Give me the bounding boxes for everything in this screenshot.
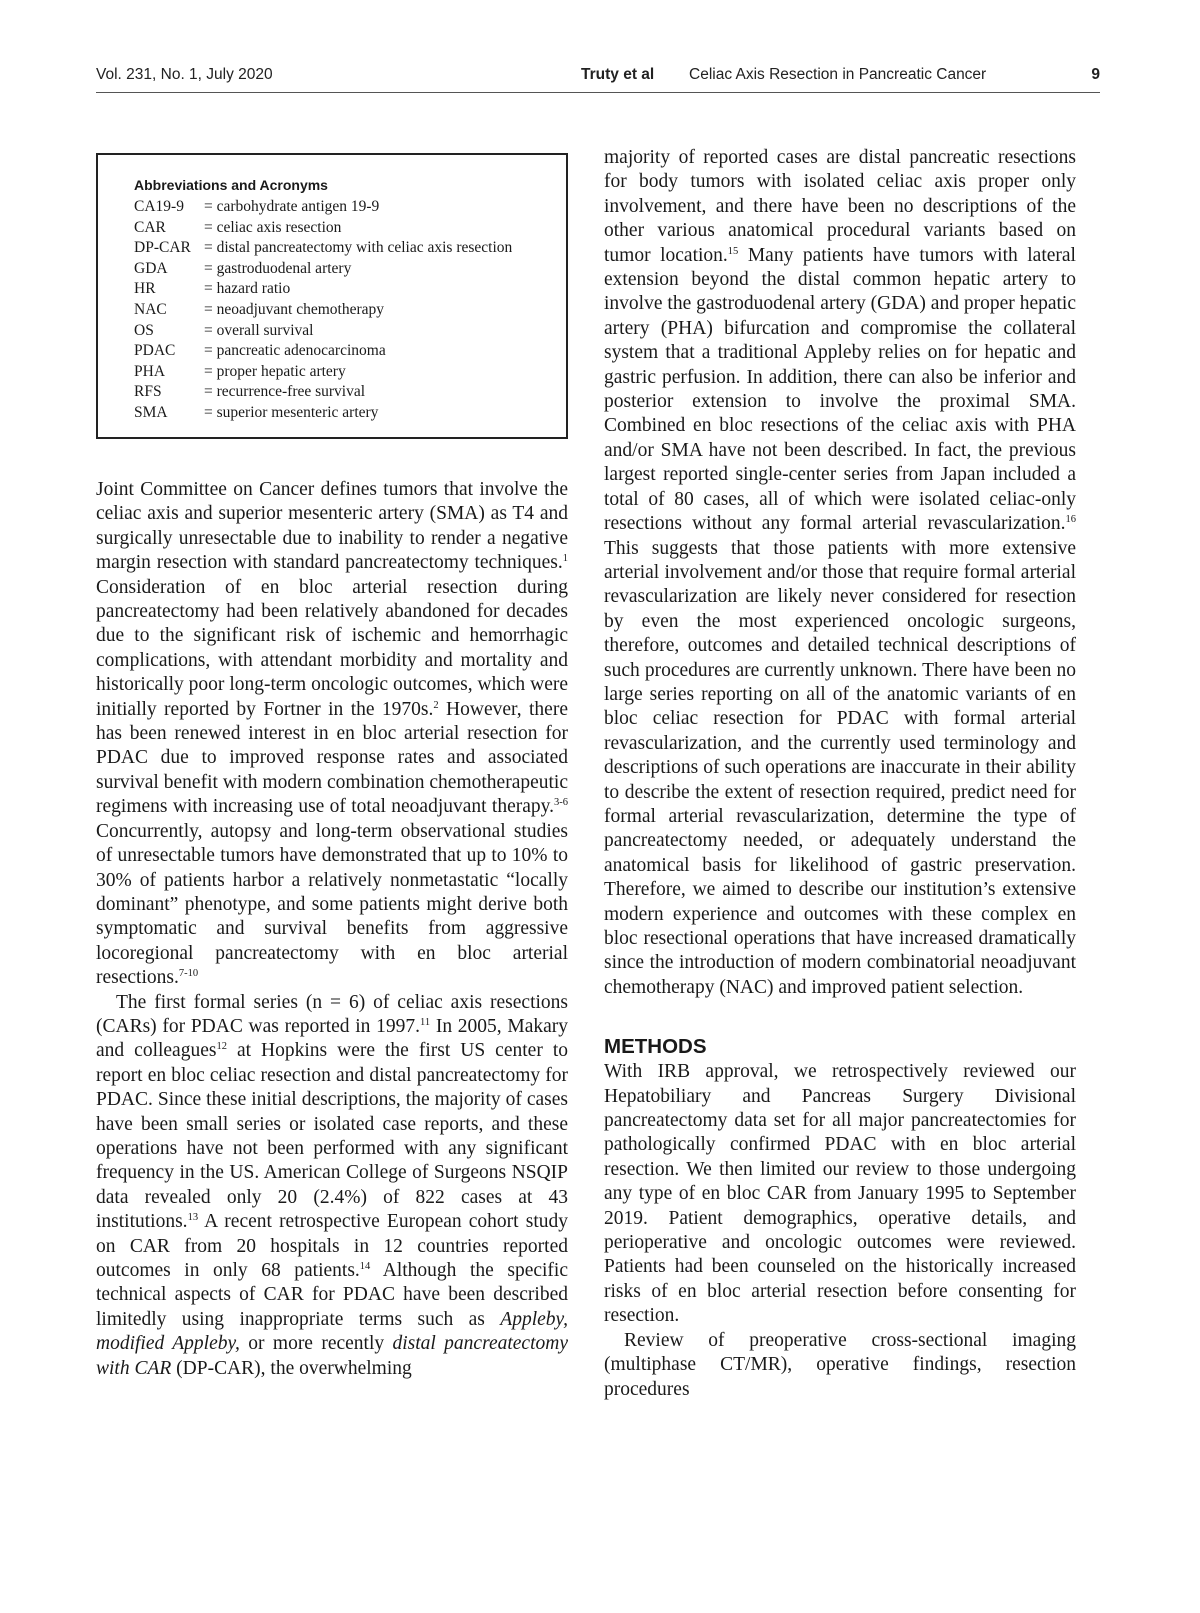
body-text: majority of reported cases are distal pancreatic resections for body tumors with isolated celiac axis proper only involvement, and there have been no descriptions of the other various anatomical procedural variants based on tumor location. bbox=[604, 147, 1076, 266]
running-title: Celiac Axis Resection in Pancreatic Cancer bbox=[689, 66, 987, 83]
right-column bbox=[604, 146, 1076, 1402]
abbreviation-definition: = pancreatic adenocarcinoma bbox=[204, 342, 386, 360]
body-text: Although the specific technical aspects of CAR for PDAC have been described limitedly using inappropriate terms such as bbox=[96, 1260, 568, 1330]
running-header bbox=[96, 66, 1100, 90]
citation: 16 bbox=[1065, 514, 1076, 526]
body-text: In 2005, Makary and colleagues bbox=[96, 1015, 569, 1062]
methods-heading: METHODS bbox=[604, 1035, 707, 1059]
abbreviation-definition: = overall survival bbox=[204, 321, 314, 339]
abbreviation-definition: = distal pancreatectomy with celiac axis resection bbox=[204, 239, 513, 257]
abbreviation-term: GDA bbox=[134, 259, 168, 277]
methods-paragraph: With IRB approval, we retrospectively reviewed our Hepatobiliary and Pancreas Surgery Divisional pancreatectomy data set for all major pancreatectomies for pathologically confirmed PDAC with en bloc arterial resection. We then limited our review to those undergoing any type of en bloc CAR from January 1995 to September 2019. Patient demographics, operative details, and perioperative and oncologic outcomes were reviewed. Patients had been counseled on the historically increased risks of en bloc arterial resection before consenting for resection. bbox=[604, 1061, 1076, 1327]
abbreviation-definition: = carbohydrate antigen 19-9 bbox=[204, 198, 380, 215]
body-text: at Hopkins were the first US center to report en bloc celiac resection and distal pancreatectomy for PDAC. Since these initial descriptions, the majority of cases have been small series or isolated case reports, and these operations have not been performed with any significant frequency in the US. American College of Surgeons NSQIP data revealed only 20 (2.4%) of 822 cases at 43 institutions. bbox=[96, 1040, 568, 1233]
citation: 3-6 bbox=[554, 797, 568, 809]
citation: 7-10 bbox=[178, 968, 199, 980]
abbreviation-term: HR bbox=[134, 280, 156, 298]
running-authors: Truty et al bbox=[581, 66, 655, 83]
abbreviation-term: RFS bbox=[134, 383, 162, 401]
citation: 14 bbox=[359, 1261, 371, 1273]
left-column bbox=[96, 478, 568, 1381]
body-text: This suggests that those patients with more extensive arterial involvement and/or those that require formal arterial revascularization are likely never considered for resection by even the most experienced oncologic surgeons, therefore, outcomes and detailed technical descriptions of such procedures are currently unknown. There have been no large series reporting on all of the anatomic variants of en bloc celiac resection for PDAC with formal arterial revascularization, and the currently used terminology and descriptions of such operations are inaccurate in their ability to describe the extent of resection required, predict need for formal arterial revascularization, determine the type of pancreatectomy needed, or adequately understand the anatomical basis for likelihood of gastric preservation. Therefore, we aimed to describe our institution’s extensive modern experience and outcomes with these complex en bloc resectional operations that have increased dramatically since the introduction of modern combinatorial neoadjuvant chemotherapy (NAC) and improved patient selection. bbox=[604, 537, 1076, 998]
abbreviation-term: CA19-9 bbox=[134, 198, 184, 215]
abbreviation-definition: = neoadjuvant chemotherapy bbox=[204, 300, 385, 318]
abbreviation-term: PHA bbox=[134, 362, 166, 380]
abbreviations-title: Abbreviations and Acronyms bbox=[134, 177, 328, 193]
body-text: The first formal series (n = 6) of celiac axis resections (CARs) for PDAC was reported in 1997. bbox=[96, 991, 568, 1037]
header-rule bbox=[96, 92, 1100, 93]
journal-citation: Vol. 231, No. 1, July 2020 bbox=[96, 66, 273, 83]
body-text: A recent retrospective European cohort study on CAR from 20 hospitals in 12 countries reported outcomes in only 68 patients. bbox=[96, 1211, 568, 1281]
citation: 1 bbox=[562, 553, 568, 565]
abbreviation-definition: = superior mesenteric artery bbox=[204, 403, 379, 421]
body-paragraph-continued bbox=[604, 146, 1076, 1000]
abbreviation-definition: = gastroduodenal artery bbox=[204, 259, 352, 277]
body-text: (DP-CAR), the overwhelming bbox=[171, 1357, 412, 1379]
abbreviation-term: OS bbox=[134, 321, 154, 339]
abbreviation-term: SMA bbox=[134, 403, 168, 421]
body-text: Consideration of en bloc arterial resection during pancreatectomy had been relatively abandoned for decades due to the significant risk of ischemic and hemorrhagic complications, with attendant morbidity and mortality and historically poor long-term oncologic outcomes, which were initially reported by Fortner in the 1970s. bbox=[96, 576, 568, 720]
abbreviation-definition: = celiac axis resection bbox=[204, 218, 342, 236]
body-text: Concurrently, autopsy and long-term observational studies of unresectable tumors have demonstrated that up to 10% to 30% of patients harbor a relatively nonmetastatic “locally dominant” phenotype, and some patients might derive both symptomatic and survival benefits from aggressive locoregional pancreatectomy with en bloc arterial resections. bbox=[96, 820, 568, 989]
abbreviation-term: PDAC bbox=[134, 342, 176, 360]
citation: 2 bbox=[433, 699, 439, 711]
abbreviation-term: NAC bbox=[134, 300, 167, 318]
citation: 11 bbox=[420, 1017, 431, 1029]
methods-paragraph: Review of preoperative cross-sectional imaging (multiphase CT/MR), operative findings, resection procedures bbox=[604, 1329, 1076, 1400]
abbreviation-definition: = recurrence-free survival bbox=[204, 383, 366, 401]
page-number: 9 bbox=[1091, 66, 1100, 83]
abbreviation-term: CAR bbox=[134, 218, 166, 236]
italic-term: Appleby, modified Appleby, bbox=[96, 1308, 568, 1355]
body-text: Joint Committee on Cancer defines tumors that involve the celiac axis and superior mesenteric artery (SMA) as T4 and surgically unresectable due to inability to render a negative margin resection with standard pancreatectomy techniques. bbox=[96, 479, 568, 574]
abbreviation-definition: = hazard ratio bbox=[204, 280, 291, 298]
italic-term: distal pancreatectomy with CAR bbox=[96, 1333, 568, 1379]
body-paragraph bbox=[96, 991, 568, 1382]
body-paragraph bbox=[96, 478, 568, 991]
abbreviation-term: DP-CAR bbox=[134, 239, 191, 257]
body-text: However, there has been renewed interest in en bloc arterial resection for PDAC due to improved response rates and associated survival benefit with modern combination chemotherapeutic regimens with increasing use of total neoadjuvant therapy. bbox=[96, 698, 568, 818]
body-text: or more recently bbox=[239, 1333, 393, 1355]
citation: 12 bbox=[216, 1041, 227, 1053]
citation: 15 bbox=[727, 245, 739, 257]
abbreviation-definition: = proper hepatic artery bbox=[204, 362, 346, 380]
abbreviations-box bbox=[96, 153, 568, 439]
body-text: Many patients have tumors with lateral extension beyond the distal common hepatic artery to involve the gastroduodenal artery (GDA) and proper hepatic artery (PHA) bifurcation and compromise the collateral system that a traditional Appleby relies on for hepatic and gastric perfusion. In addition, there can also be inferior and posterior extension to involve the proximal SMA. Combined en bloc resections of the celiac axis with PHA and/or SMA have not been described. In fact, the previous largest reported single-center series from Japan included a total of 80 cases, all of which were isolated celiac-only resections without any formal arterial revascularization. bbox=[604, 244, 1076, 535]
citation: 13 bbox=[187, 1212, 199, 1224]
